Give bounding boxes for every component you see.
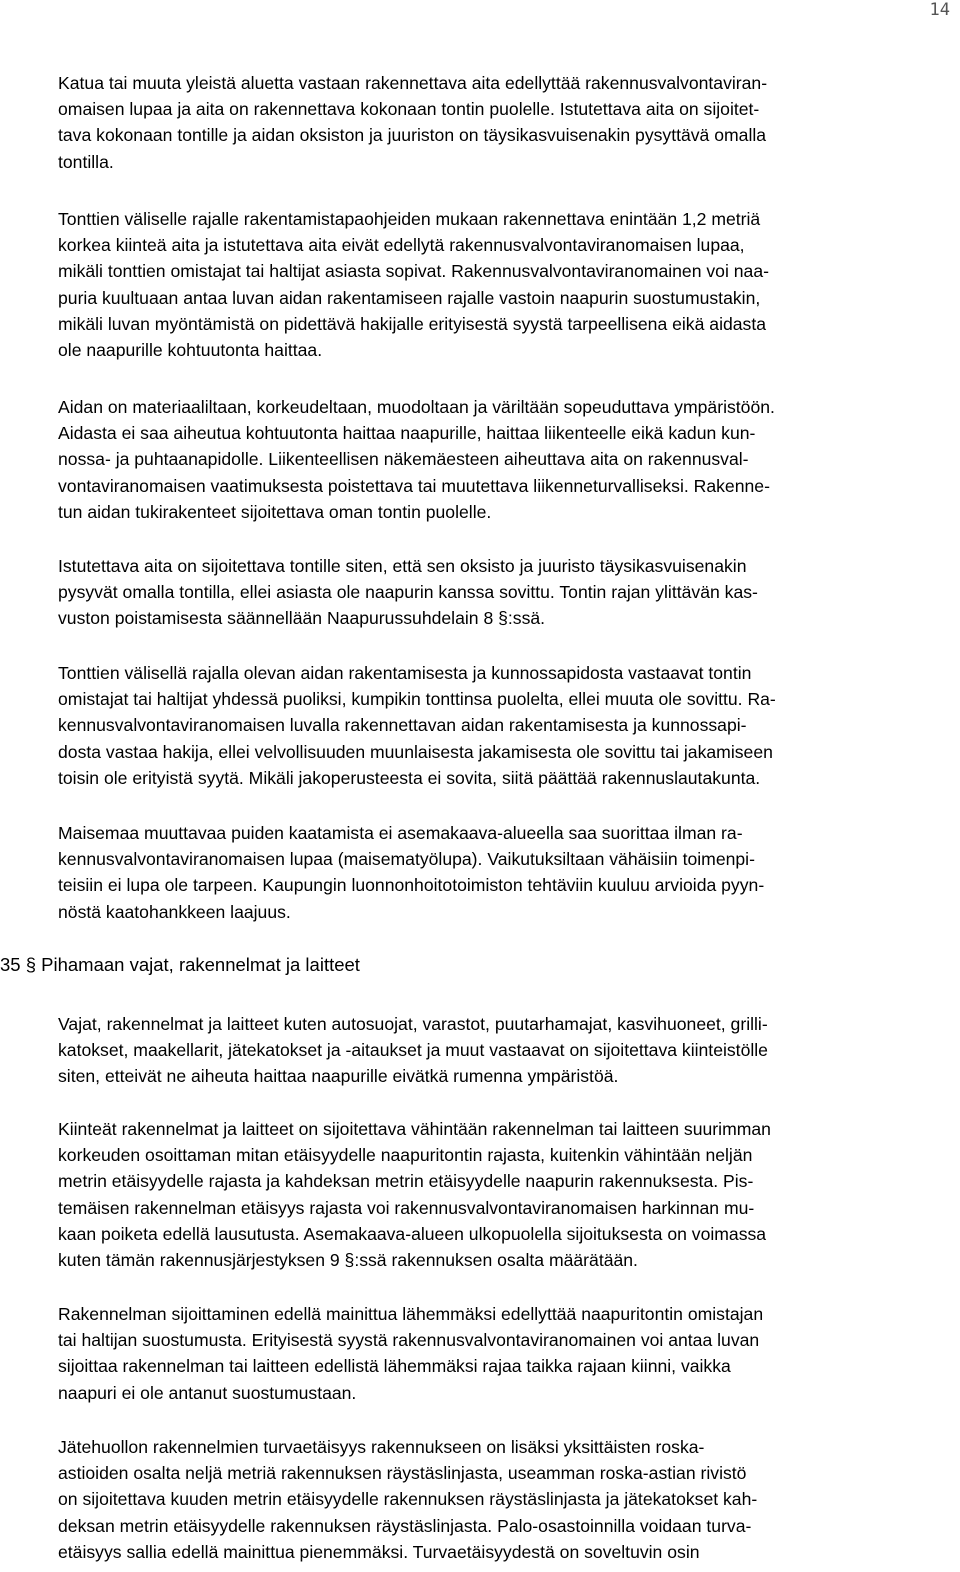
paragraph-tree-felling [58,820,958,925]
text-line: ole naapurille kohtuutonta haittaa. [58,340,323,361]
paragraph-fixed-structures-distance [58,1116,958,1273]
text-line: vontaviranomaisen vaatimuksesta poistettava tai muutettava liikenneturvalliseksi. Rakenne- [58,475,770,496]
text-line: nossa- ja puhtaanapidolle. Liikenteellisen näkemäesteen aiheuttava aita on rakennusval- [58,449,749,470]
text-line: tai haltijan suostumusta. Erityisestä syystä rakennusvalvontaviranomainen voi antaa luvan [58,1330,760,1351]
text-line: puria kuultuaan antaa luvan aidan rakentamiseen rajalle vastoin naapurin suostumustakin, [58,287,761,308]
text-line: Aidasta ei saa aiheutua kohtuutonta haittaa naapurille, haittaa liikenteelle eikä kadun kun- [58,423,756,444]
text-line: Istutettava aita on sijoitettava tontille siten, että sen oksisto ja juuristo täysikasvuisenakin [58,556,747,576]
text-line: omistajat tai haltijat yhdessä puoliksi, kumpikin tonttinsa puolelta, ellei muuta ole sovittu. Ra- [58,689,776,710]
text-line: kennusvalvontaviranomaisen luvalla rakennettavan aidan rakentamisesta ja kunnossapi- [58,715,747,736]
text-line: kaan poiketa edellä lausutusta. Asemakaava-alueen ulkopuolella sijoituksesta on voimassa [58,1223,767,1244]
text-line: Tonttien väliselle rajalle rakentamistapaohjeiden mukaan rakennettava enintään 1,2 metriä [58,209,761,229]
text-line: mikäli tonttien omistajat tai haltijat asiasta sopivat. Rakennusvalvontaviranomainen voi naa- [58,261,769,282]
paragraph-fence-appearance [58,394,958,525]
section-heading: 35 § Pihamaan vajat, rakennelmat ja laitteet [0,954,360,975]
text-line: Tonttien välisellä rajalla olevan aidan rakentamisesta ja kunnossapidosta vastaavat tontin [58,663,752,683]
text-line: Vajat, rakennelmat ja laitteet kuten autosuojat, varastot, puutarhamajat, kasvihuoneet, grilli- [58,1014,768,1034]
text-line: on sijoitettava kuuden metrin etäisyydelle rakennuksen räystäslinjasta ja jätekatokset kah- [58,1489,758,1510]
paragraph-waste-safety-distance [58,1434,958,1565]
text-line: astioiden osalta neljä metriä rakennuksen räystäslinjasta, useamman roska-astian rivistö [58,1463,747,1484]
text-line: tontilla. [58,151,114,172]
paragraph-planted-fence [58,553,958,632]
text-line: omaisen lupaa ja aita on rakennettava kokonaan tontin puolelle. Istutettava aita on sijoitet- [58,99,760,120]
text-line: Maisemaa muuttavaa puiden kaatamista ei asemakaava-alueella saa suorittaa ilman ra- [58,823,743,843]
text-line: mikäli luvan myöntämistä on pidettävä hakijalle erityisestä syystä tarpeellisena eikä aidasta [58,313,767,334]
page-number: 14 [929,0,950,20]
text-line: tun aidan tukirakenteet sijoitettava oman tontin puolelle. [58,501,492,522]
paragraph-fence-maintenance [58,660,958,791]
text-line: pysyvät omalla tontilla, ellei asiasta ole naapurin kanssa sovittu. Tontin rajan ylittävän kas- [58,582,758,603]
text-line: nöstä kaatohankkeen laajuus. [58,901,291,922]
paragraph-sheds-structures [58,1011,958,1090]
text-line: Katua tai muuta yleistä aluetta vastaan rakennettava aita edellyttää rakennusvalvontaviran- [58,73,768,93]
text-line: vuston poistamisesta säännellään Naapurussuhdelain 8 §:ssä. [58,608,546,629]
text-line: deksan metrin etäisyydelle rakennuksen räystäslinjasta. Palo-osastoinnilla voidaan turva- [58,1515,752,1536]
text-line: teisiin ei lupa ole tarpeen. Kaupungin luonnonhoitotoimiston tehtäviin kuuluu arvioida pyyn- [58,875,765,896]
text-line: siten, etteivät ne aiheuta haittaa naapurille eivätkä rumenna ympäristöä. [58,1066,619,1087]
text-line: toisin ole erityistä syytä. Mikäli jakoperusteesta ei sovita, siitä päättää rakennuslautakunta. [58,767,761,788]
text-line: dosta vastaa hakija, ellei velvollisuuden muunlaisesta jakamisesta ole sovittu tai jakamiseen [58,741,773,762]
text-line: kuten tämän rakennusjärjestyksen 9 §:ssä rakennuksen osalta määrätään. [58,1250,638,1271]
text-line: metrin etäisyydelle rajasta ja kahdeksan metrin etäisyydelle naapurin rakennuksesta. Pis- [58,1171,754,1192]
text-line: Rakennelman sijoittaminen edellä mainittua lähemmäksi edellyttää naapuritontin omistajan [58,1304,764,1324]
text-line: katokset, maakellarit, jätekatokset ja -aitaukset ja muut vastaavat on sijoitettava kiinteistölle [58,1040,768,1061]
text-line: sijoittaa rakennelman tai laitteen edellistä lähemmäksi rajaa taikka rajaan kiinni, vaikka [58,1356,731,1377]
text-line: Aidan on materiaaliltaan, korkeudeltaan, muodoltaan ja väriltään sopeuduttava ympäristöön. [58,397,775,417]
text-line: Jätehuollon rakennelmien turvaetäisyys rakennukseen on lisäksi yksittäisten roska- [58,1437,705,1457]
paragraph-fence-public-area [58,70,958,175]
text-line: Kiinteät rakennelmat ja laitteet on sijoitettava vähintään rakennelman tai laitteen suurimman [58,1119,771,1139]
text-line: etäisyys sallia edellä mainittua pienemmäksi. Turvaetäisyydestä on soveltuvin osin [58,1541,700,1562]
paragraph-closer-placement [58,1301,958,1406]
text-line: korkea kiinteä aita ja istutettava aita eivät edellytä rakennusvalvontaviranomaisen lupaa, [58,235,745,256]
text-line: tava kokonaan tontille ja aidan oksiston ja juuriston on täysikasvuisenakin pysyttävä omalla [58,125,767,146]
paragraph-fence-between-plots [58,206,958,363]
text-line: naapuri ei ole antanut suostumustaan. [58,1382,357,1403]
text-line: korkeuden osoittaman mitan etäisyydelle naapuritontin rajasta, kuitenkin vähintään neljän [58,1145,753,1166]
text-line: temäisen rakennelman etäisyys rajasta voi rakennusvalvontaviranomaisen harkinnan mu- [58,1197,755,1218]
text-line: kennusvalvontaviranomaisen lupaa (maisematyölupa). Vaikutuksiltaan vähäisiin toimenpi- [58,849,755,870]
